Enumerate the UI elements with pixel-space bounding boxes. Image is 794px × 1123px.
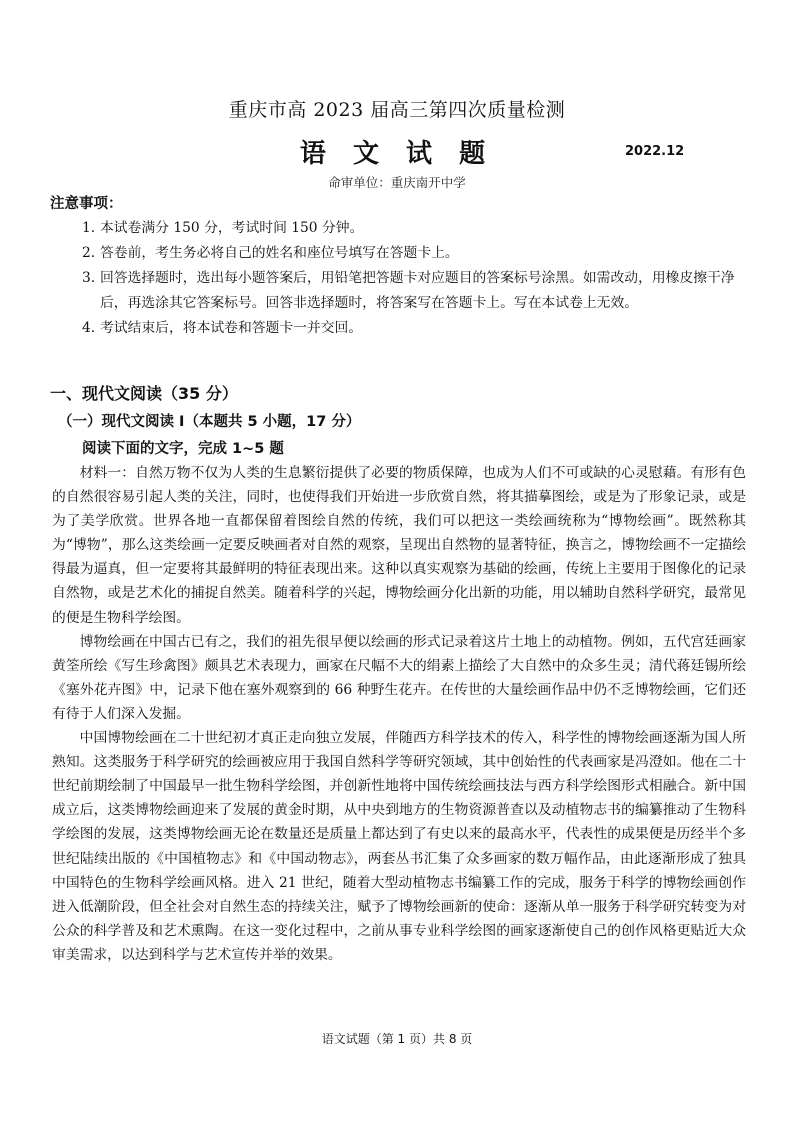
notice-item-text: 答卷前，考生务必将自己的姓名和座位号填写在答题卡上。 <box>100 245 459 261</box>
notice-item <box>82 216 750 241</box>
notice-item <box>82 316 750 341</box>
notice-item-number: 3. <box>82 270 96 286</box>
notice-list <box>82 216 750 341</box>
notice-item-number: 1. <box>82 220 96 236</box>
setter-unit: 命审单位：重庆南开中学 <box>328 175 466 190</box>
notice-item-text: 本试卷满分 150 分，考试时间 150 分钟。 <box>100 220 364 236</box>
notice-item <box>82 266 750 316</box>
notice-heading: 注意事项： <box>50 196 123 212</box>
exam-date: 2022.12 <box>625 144 685 159</box>
notice-item-number: 2. <box>82 245 96 261</box>
subject-title: 语 文 试 题 <box>299 139 495 169</box>
passage-paragraph: 材料一：自然万物不仅为人类的生息繁衍提供了必要的物质保障，也成为人们不可或缺的心灵慰藉。有形有色的自然很容易引起人类的关注，同时，也使得我们开始进一步欣赏自然，将其描摹图绘，或是为了形象记录，或是为了美学欣赏。世界各地一直都保留着图绘自然的传统，我们可以把这一类绘画统称为“博物绘画”。既然称其为“博物”，那么这类绘画一定要反映画者对自然的观察，呈现出自然物的显著特征，换言之，博物绘画不一定描绘得最为逼真，但一定要将其最鲜明的特征表现出来。这种以真实观察为基础的绘画，传统上主要用于图像化的记录自然物，或是艺术化的捕捉自然美。随着科学的兴起，博物绘画分化出新的功能，用以辅助自然科学研究，最常见的便是生物科学绘图。 <box>52 465 746 626</box>
passage-paragraph: 中国博物绘画在二十世纪初才真正走向独立发展，伴随西方科学技术的传入，科学性的博物绘画逐渐为国人所熟知。这类服务于科学研究的绘画被应用于我国自然科学等研究领域，其中创始性的代表画家是冯澄如。他在二十世纪前期绘制了中国最早一批生物科学绘图，并创新性地将中国传统绘画技法与西方科学绘图形式相融合。新中国成立后，这类博物绘画迎来了发展的黄金时期，从中央到地方的生物资源普查以及动植物志书的编纂推动了生物科学绘图的发展，这类博物绘画无论在数量还是质量上都达到了有史以来的最高水平，代表性的成果便是历经半个多世纪陆续出版的《中国植物志》和《中国动物志》，两套丛书汇集了众多画家的数万幅作品，由此逐渐形成了独具中国特色的生物科学绘画风格。进入 21 世纪，随着大型动植物志书编纂工作的完成，服务于科学的博物绘画创作进入低潮阶段，但全社会对自然生态的持续关注，赋予了博物绘画新的使命：逐渐从单一服务于科学研究转变为对公众的科学普及和艺术熏陶。在这一变化过程中，之前从事专业科学绘图的画家逐渐使自己的创作风格更贴近大众审美需求，以达到科学与艺术宣传并举的效果。 <box>52 730 746 963</box>
page-footer: 语文试题（第 1 页）共 8 页 <box>321 1032 473 1046</box>
exam-title: 重庆市高 2023 届高三第四次质量检测 <box>228 99 566 121</box>
subsection-heading: （一）现代文阅读 I（本题共 5 小题，17 分） <box>58 414 361 430</box>
passage-paragraph: 博物绘画在中国古已有之，我们的祖先很早便以绘画的形式记录着这片土地上的动植物。例如，五代宫廷画家黄筌所绘《写生珍禽图》颇具艺术表现力，画家在尺幅不大的绢素上描绘了大自然中的众多生灵；清代蒋廷锡所绘《塞外花卉图》中，记录下他在塞外观察到的 66 种野生花卉。在传世的大量绘画作品中仍不乏博物绘画，它们还有待于人们深入发掘。 <box>52 633 746 722</box>
reading-instruction: 阅读下面的文字，完成 1~5 题 <box>82 441 284 457</box>
notice-item <box>82 241 750 266</box>
notice-item-text: 考试结束后，将本试卷和答题卡一并交回。 <box>100 320 363 336</box>
reading-passage <box>52 461 746 967</box>
notice-item-text: 回答选择题时，选出每小题答案后，用铅笔把答题卡对应题目的答案标号涂黑。如需改动，用橡皮擦干净后，再选涂其它答案标号。回答非选择题时，将答案写在答题卡上。写在本试卷上无效。 <box>100 270 735 311</box>
notice-item-number: 4. <box>82 320 96 336</box>
section-heading: 一、现代文阅读（35 分） <box>50 384 238 403</box>
